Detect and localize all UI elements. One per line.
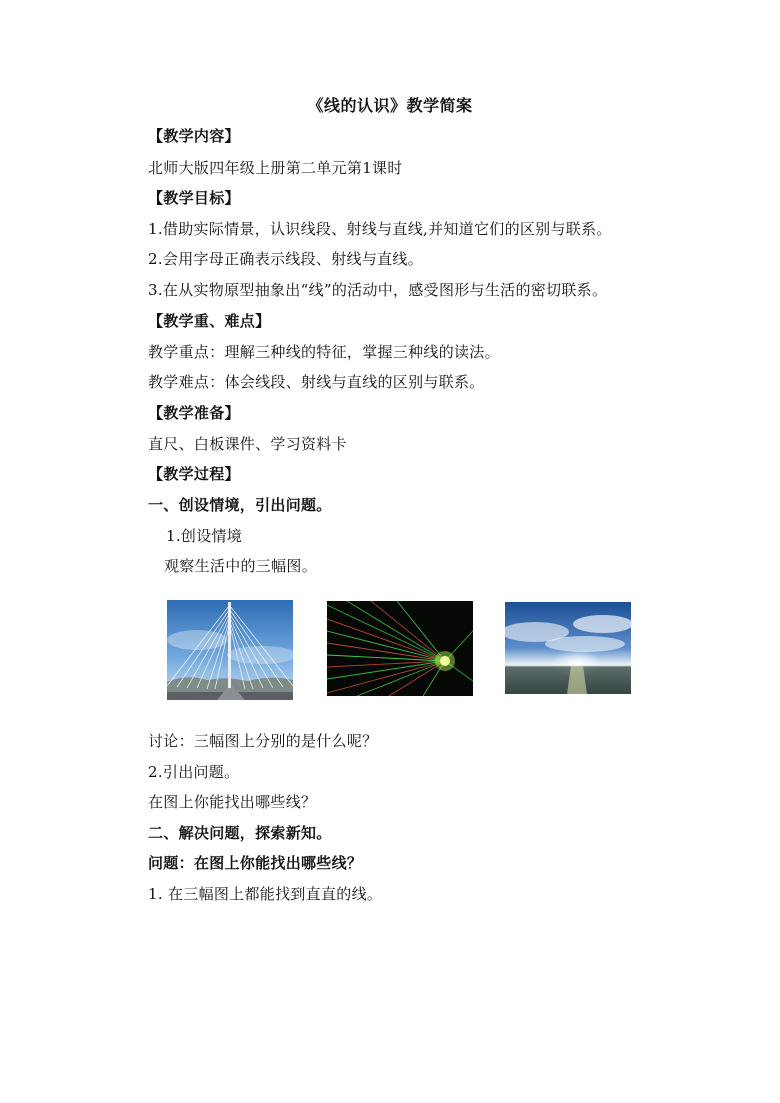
discussion-text: 讨论：三幅图上分别的是什么呢？ (148, 732, 378, 750)
goal-item-3: 3.在从实物原型抽象出“线”的活动中，感受图形与生活的密切联系。 (148, 281, 608, 299)
teaching-prep-text: 直尺、白板课件、学习资料卡 (148, 435, 347, 453)
step1-subheading-2: 2.引出问题。 (148, 763, 240, 781)
answer-item-1: 1. 在三幅图上都能找到直直的线。 (148, 885, 383, 903)
teaching-content-text: 北师大版四年级上册第二单元第1课时 (148, 159, 403, 177)
heading-teaching-goals: 【教学目标】 (148, 189, 240, 207)
heading-key-difficult: 【教学重、难点】 (148, 312, 271, 330)
key-point-text: 教学重点：理解三种线的特征，掌握三种线的读法。 (148, 343, 500, 361)
goal-item-1: 1.借助实际情景，认识线段、射线与直线,并知道它们的区别与联系。 (148, 220, 612, 238)
goal-item-2: 2.会用字母正确表示线段、射线与直线。 (148, 250, 424, 268)
step1-observe-text: 观察生活中的三幅图。 (164, 557, 318, 575)
difficult-point-text: 教学难点：体会线段、射线与直线的区别与联系。 (148, 373, 485, 391)
heading-teaching-process: 【教学过程】 (148, 465, 240, 483)
laser-photo (327, 601, 473, 696)
heading-teaching-prep: 【教学准备】 (148, 404, 240, 422)
question-heading: 问题：在图上你能找出哪些线？ (148, 854, 363, 872)
step1-question-text: 在图上你能找出哪些线？ (148, 793, 317, 811)
bridge-photo (167, 600, 293, 700)
page-title: 《线的认识》教学简案 (307, 96, 473, 115)
step1-subheading-1: 1.创设情境 (166, 527, 243, 545)
sunrise-sea-photo (505, 602, 631, 694)
step2-heading: 二、解决问题，探索新知。 (148, 824, 332, 842)
heading-teaching-content: 【教学内容】 (148, 127, 240, 145)
step1-heading: 一、创设情境，引出问题。 (148, 496, 332, 514)
